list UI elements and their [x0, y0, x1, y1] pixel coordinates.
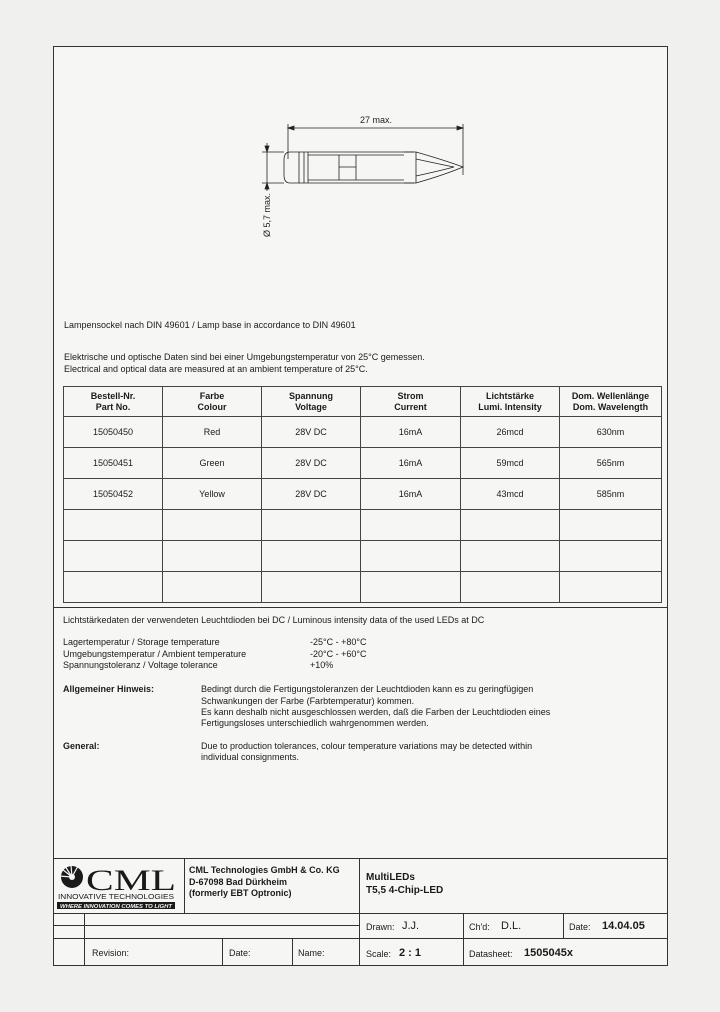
cell-current	[361, 510, 461, 541]
product-family: MultiLEDs	[366, 872, 415, 883]
header-part-no: Bestell-Nr. Part No.	[64, 387, 163, 417]
cell-part-no	[64, 510, 163, 541]
cell-colour	[163, 541, 262, 572]
cell-wavelength: 565nm	[560, 448, 662, 479]
title-block-top-border	[54, 858, 667, 859]
general-note-de-line: Fertigungsloses unterschiedlich wahrgenommen werden.	[201, 718, 429, 728]
scale-value: 2 : 1	[399, 947, 422, 959]
cell-current: 16mA	[361, 417, 461, 448]
title-block-divider	[54, 925, 359, 926]
conditions-en: Electrical and optical data are measured at an ambient temperature of 25°C.	[64, 364, 368, 374]
title-block-column	[359, 858, 360, 965]
title-block-column	[292, 938, 293, 965]
spec-value-voltage-tolerance: +10%	[310, 660, 334, 670]
header-wavelength: Dom. Wellenlänge Dom. Wavelength	[560, 387, 662, 417]
table-row	[64, 448, 662, 479]
company-name: CML Technologies GmbH & Co. KG	[189, 865, 340, 875]
date-value: 14.04.05	[602, 920, 645, 932]
spec-label-voltage-tolerance: Spannungstoleranz / Voltage tolerance	[63, 660, 218, 670]
intensity-note: Lichtstärkedaten der verwendeten Leuchtdioden bei DC / Luminous intensity data of the used LEDs at DC	[63, 615, 485, 625]
spec-value-storage: -25°C - +80°C	[310, 637, 367, 647]
title-block-column	[84, 913, 85, 965]
title-block-column	[184, 858, 185, 913]
general-note-en-line: Due to production tolerances, colour temperature variations may be detected within	[201, 741, 533, 751]
general-note-en-label: General:	[63, 741, 100, 751]
cell-colour	[163, 572, 262, 603]
lamp-drawing	[244, 115, 484, 255]
general-note-de-line: Bedingt durch die Fertigungstoleranzen der Leuchtdioden kann es zu geringfügigen	[201, 684, 534, 694]
cell-current: 16mA	[361, 479, 461, 510]
cell-part-no	[64, 541, 163, 572]
cell-part-no	[64, 572, 163, 603]
diameter-dimension-label: Ø 5,7 max.	[262, 192, 272, 237]
cell-intensity	[461, 510, 560, 541]
cell-voltage	[262, 541, 361, 572]
table-row	[64, 541, 662, 572]
header-intensity: Lichtstärke Lumi. Intensity	[461, 387, 560, 417]
header-colour: Farbe Colour	[163, 387, 262, 417]
table-row	[64, 572, 662, 603]
cell-wavelength	[560, 572, 662, 603]
header-voltage: Spannung Voltage	[262, 387, 361, 417]
scale-label: Scale:	[366, 949, 392, 959]
checked-label: Ch'd:	[469, 922, 490, 932]
cell-voltage: 28V DC	[262, 417, 361, 448]
cell-voltage	[262, 572, 361, 603]
spec-label-storage: Lagertemperatur / Storage temperature	[63, 637, 220, 647]
title-block-divider	[359, 938, 667, 939]
cell-current	[361, 572, 461, 603]
product-name: T5,5 4-Chip-LED	[366, 885, 444, 896]
cell-intensity: 59mcd	[461, 448, 560, 479]
cell-colour: Green	[163, 448, 262, 479]
cell-wavelength	[560, 510, 662, 541]
spec-label-ambient: Umgebungstemperatur / Ambient temperature	[63, 649, 247, 659]
cell-part-no: 15050452	[64, 479, 163, 510]
spec-value-ambient: -20°C - +60°C	[310, 649, 367, 659]
logo-wordmark: CML	[86, 864, 176, 897]
table-row	[64, 417, 662, 448]
title-block-column	[563, 913, 564, 938]
section-divider	[54, 607, 667, 608]
cell-current: 16mA	[361, 448, 461, 479]
conditions-de: Elektrische und optische Daten sind bei einer Umgebungstemperatur von 25°C gemessen.	[64, 352, 425, 362]
cell-intensity	[461, 572, 560, 603]
cell-wavelength: 630nm	[560, 417, 662, 448]
cell-colour	[163, 510, 262, 541]
datasheet-sheet	[53, 46, 668, 966]
cell-colour: Yellow	[163, 479, 262, 510]
revision-name-label: Name:	[298, 948, 325, 958]
cell-intensity: 26mcd	[461, 417, 560, 448]
company-former-name: (formerly EBT Optronic)	[189, 888, 292, 898]
date-label: Date:	[569, 922, 591, 932]
cell-voltage: 28V DC	[262, 479, 361, 510]
cell-intensity	[461, 541, 560, 572]
title-block-column	[222, 938, 223, 965]
cell-part-no: 15050451	[64, 448, 163, 479]
general-note-en-line: individual consignments.	[201, 752, 300, 762]
revision-label: Revision:	[92, 948, 130, 958]
cell-intensity: 43mcd	[461, 479, 560, 510]
cell-current	[361, 541, 461, 572]
length-dimension-label: 27 max.	[359, 115, 393, 125]
title-block-divider	[54, 938, 359, 939]
table-header-row	[64, 387, 662, 417]
revision-date-label: Date:	[229, 948, 251, 958]
title-block-column	[463, 913, 464, 965]
cell-voltage	[262, 510, 361, 541]
datasheet-label: Datasheet:	[469, 949, 513, 959]
company-address: D-67098 Bad Dürkheim	[189, 877, 288, 887]
drawn-value: J.J.	[402, 920, 420, 932]
drawn-label: Drawn:	[366, 922, 395, 932]
datasheet-value: 1505045x	[524, 947, 573, 959]
spec-table	[63, 386, 662, 603]
sunburst-icon	[59, 865, 83, 888]
cell-part-no: 15050450	[64, 417, 163, 448]
cell-wavelength: 585nm	[560, 479, 662, 510]
general-note-de-line: Es kann deshalb nicht ausgeschlossen werden, daß die Farben der Leuchtdioden eines	[201, 707, 551, 717]
lamp-base-note: Lampensockel nach DIN 49601 / Lamp base in accordance to DIN 49601	[64, 320, 356, 330]
logo-subtitle: INNOVATIVE TECHNOLOGIES	[58, 894, 175, 901]
cell-colour: Red	[163, 417, 262, 448]
table-row	[64, 479, 662, 510]
cml-logo	[56, 861, 182, 911]
checked-value: D.L.	[501, 920, 522, 932]
general-note-de-line: Schwankungen der Farbe (Farbtemperatur) kommen.	[201, 696, 415, 706]
title-block-divider	[54, 913, 667, 914]
table-row	[64, 510, 662, 541]
cell-wavelength	[560, 541, 662, 572]
header-current: Strom Current	[361, 387, 461, 417]
general-note-de-label: Allgemeiner Hinweis:	[63, 684, 155, 694]
cell-voltage: 28V DC	[262, 448, 361, 479]
logo-tagline: WHERE INNOVATION COMES TO LIGHT	[60, 904, 173, 910]
